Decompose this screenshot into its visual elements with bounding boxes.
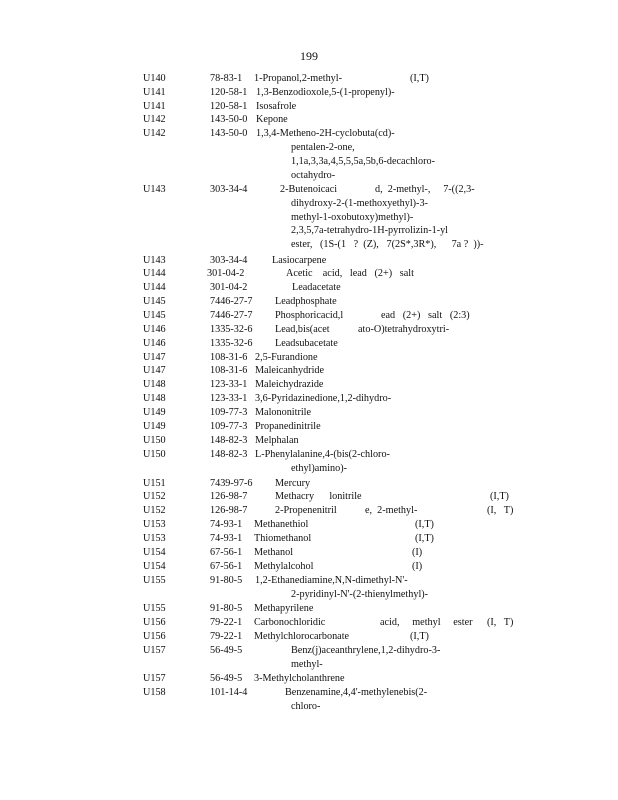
table-row — [0, 644, 618, 657]
table-row — [0, 281, 618, 294]
waste-code: U146 — [143, 324, 166, 335]
substance-name: Methylalcohol — [254, 561, 314, 572]
substance-name: Methapyrilene — [254, 603, 314, 614]
table-row — [0, 155, 618, 168]
substance-name: Phosphoricacid,l — [275, 310, 344, 321]
table-row — [0, 434, 618, 447]
substance-name: methyl-1-oxobutoxy)methyl)- — [291, 212, 414, 223]
substance-name: Methanethiol — [254, 519, 309, 530]
substance-name: Leadacetate — [292, 282, 341, 293]
table-row — [0, 560, 618, 573]
cas-number: 74-93-1 — [210, 533, 243, 544]
cas-number: 56-49-5 — [210, 673, 243, 684]
waste-code: U152 — [143, 505, 166, 516]
table-row — [0, 392, 618, 405]
name-continuation: ato-O)tetrahydroxytri- — [358, 324, 450, 335]
substance-name: 1,3,4-Metheno-2H-cyclobuta(cd)- — [256, 128, 395, 139]
cas-number: 109-77-3 — [210, 407, 248, 418]
waste-code: U150 — [143, 449, 166, 460]
cas-number: 108-31-6 — [210, 365, 248, 376]
waste-code: U141 — [143, 101, 166, 112]
cas-number: 91-80-5 — [210, 575, 243, 586]
cas-number: 7439-97-6 — [210, 478, 253, 489]
cas-number: 1335-32-6 — [210, 324, 253, 335]
substance-name: Lead,bis(acet — [275, 324, 330, 335]
substance-name: Benzenamine,4,4'-methylenebis(2- — [285, 687, 428, 698]
cas-number: 148-82-3 — [210, 435, 248, 446]
table-row — [0, 238, 618, 251]
substance-name: Lasiocarpene — [272, 255, 327, 266]
cas-number: 148-82-3 — [210, 449, 248, 460]
substance-name: dihydroxy-2-(1-methoxyethyl)-3- — [291, 198, 428, 209]
cas-number: 126-98-7 — [210, 505, 248, 516]
page-number: 199 — [300, 49, 318, 63]
hazard-code: (I) — [412, 547, 423, 558]
table-row — [0, 127, 618, 140]
substance-name: Benz(j)aceanthrylene,1,2-dihydro-3- — [291, 645, 441, 656]
substance-name: Methanol — [254, 547, 294, 558]
table-row — [0, 113, 618, 126]
cas-number: 56-49-5 — [210, 645, 243, 656]
table-row — [0, 267, 618, 280]
substance-name: 2,3,5,7a-tetrahydro-1H-pyrrolizin-1-yl — [291, 225, 449, 236]
substance-name: Maleicanhydride — [255, 365, 325, 376]
waste-code: U154 — [143, 561, 166, 572]
table-row — [0, 420, 618, 433]
cas-number: 109-77-3 — [210, 421, 248, 432]
hazard-code: (I) — [412, 561, 423, 572]
table-row — [0, 504, 618, 517]
waste-code: U156 — [143, 617, 166, 628]
waste-code: U153 — [143, 519, 166, 530]
substance-name: 2,5-Furandione — [255, 352, 318, 363]
cas-number: 7446-27-7 — [210, 310, 253, 321]
substance-name: 2-Propenenitril — [275, 505, 337, 516]
table-row — [0, 351, 618, 364]
table-row — [0, 254, 618, 267]
substance-name: Carbonochloridic — [254, 617, 326, 628]
table-row — [0, 364, 618, 377]
waste-code: U149 — [143, 407, 166, 418]
substance-name: Acetic acid, lead (2+) salt — [286, 268, 414, 279]
table-row — [0, 588, 618, 601]
table-row — [0, 378, 618, 391]
waste-code: U157 — [143, 645, 166, 656]
cas-number: 120-58-1 — [210, 87, 248, 98]
cas-number: 7446-27-7 — [210, 296, 253, 307]
table-row — [0, 86, 618, 99]
waste-code: U144 — [143, 282, 166, 293]
table-row — [0, 574, 618, 587]
waste-code: U148 — [143, 393, 166, 404]
table-row — [0, 602, 618, 615]
cas-number: 79-22-1 — [210, 631, 243, 642]
waste-code: U144 — [143, 268, 166, 279]
hazard-code: (I,T) — [415, 519, 434, 530]
table-row — [0, 211, 618, 224]
waste-code: U141 — [143, 87, 166, 98]
cas-number: 126-98-7 — [210, 491, 248, 502]
table-row — [0, 700, 618, 713]
cas-number: 91-80-5 — [210, 603, 243, 614]
substance-name: Melphalan — [255, 435, 299, 446]
name-continuation: acid, methyl ester — [380, 617, 473, 628]
substance-name: Maleichydrazide — [255, 379, 324, 390]
substance-name: ester, (1S-(1 ? (Z), 7(2S*,3R*), 7a ? ))- — [291, 239, 484, 250]
substance-name: 2-Butenoicaci — [280, 184, 338, 195]
substance-name: Methacry lonitrile — [275, 491, 362, 502]
cas-number: 120-58-1 — [210, 101, 248, 112]
cas-number: 67-56-1 — [210, 561, 243, 572]
substance-name: Malononitrile — [255, 407, 312, 418]
waste-code: U150 — [143, 435, 166, 446]
hazard-code: (I, T) — [487, 617, 514, 628]
table-row — [0, 100, 618, 113]
table-row — [0, 630, 618, 643]
substance-name: Isosafrole — [256, 101, 297, 112]
waste-code: U146 — [143, 338, 166, 349]
table-row — [0, 448, 618, 461]
substance-name: Methylchlorocarbonate — [254, 631, 350, 642]
waste-code: U157 — [143, 673, 166, 684]
hazard-code: (I, T) — [487, 505, 514, 516]
substance-name: 2-pyridinyl-N'-(2-thienylmethyl)- — [291, 589, 429, 600]
waste-code: U158 — [143, 687, 166, 698]
cas-number: 143-50-0 — [210, 128, 248, 139]
table-row — [0, 169, 618, 182]
substance-name: Thiomethanol — [254, 533, 312, 544]
table-row — [0, 490, 618, 503]
waste-code: U154 — [143, 547, 166, 558]
table-row — [0, 462, 618, 475]
table-row — [0, 672, 618, 685]
name-continuation: e, 2-methyl- — [365, 505, 418, 516]
cas-number: 67-56-1 — [210, 547, 243, 558]
cas-number: 143-50-0 — [210, 114, 248, 125]
name-continuation: ead (2+) salt (2:3) — [381, 310, 470, 321]
waste-code: U155 — [143, 575, 166, 586]
name-continuation: d, 2-methyl-, 7-((2,3- — [375, 184, 475, 195]
table-row — [0, 183, 618, 196]
waste-code: U147 — [143, 352, 166, 363]
waste-code: U153 — [143, 533, 166, 544]
substance-name: chloro- — [291, 701, 321, 712]
cas-number: 78-83-1 — [210, 73, 243, 84]
waste-code: U142 — [143, 128, 166, 139]
cas-number: 301-04-2 — [207, 268, 245, 279]
hazard-code: (I,T) — [490, 491, 509, 502]
substance-name: 1,1a,3,3a,4,5,5,5a,5b,6-decachloro- — [291, 156, 435, 167]
substance-name: ethyl)amino)- — [291, 463, 348, 474]
waste-code: U145 — [143, 310, 166, 321]
cas-number: 303-34-4 — [210, 184, 248, 195]
table-row — [0, 72, 618, 85]
table-row — [0, 546, 618, 559]
waste-code: U156 — [143, 631, 166, 642]
substance-name: 1-Propanol,2-methyl- — [254, 73, 342, 84]
substance-name: 1,2-Ethanediamine,N,N-dimethyl-N'- — [255, 575, 408, 586]
waste-code: U147 — [143, 365, 166, 376]
substance-name: 1,3-Benzodioxole,5-(1-propenyl)- — [256, 87, 395, 98]
waste-code: U155 — [143, 603, 166, 614]
table-row — [0, 295, 618, 308]
cas-number: 1335-32-6 — [210, 338, 253, 349]
hazard-code: (I,T) — [410, 73, 429, 84]
table-row — [0, 197, 618, 210]
substance-name: pentalen-2-one, — [291, 142, 355, 153]
table-row — [0, 406, 618, 419]
substance-name: methyl- — [291, 659, 323, 670]
table-row — [0, 477, 618, 490]
waste-code: U143 — [143, 184, 166, 195]
substance-name: Propanedinitrile — [255, 421, 321, 432]
substance-name: Kepone — [256, 114, 288, 125]
substance-name: Leadphosphate — [275, 296, 337, 307]
cas-number: 123-33-1 — [210, 393, 248, 404]
hazard-code: (I,T) — [410, 631, 429, 642]
cas-number: 108-31-6 — [210, 352, 248, 363]
table-row — [0, 309, 618, 322]
waste-code: U140 — [143, 73, 166, 84]
substance-name: Leadsubacetate — [275, 338, 338, 349]
cas-number: 303-34-4 — [210, 255, 248, 266]
table-row — [0, 686, 618, 699]
table-row — [0, 616, 618, 629]
waste-code: U149 — [143, 421, 166, 432]
substance-name: L-Phenylalanine,4-(bis(2-chloro- — [255, 449, 390, 460]
cas-number: 74-93-1 — [210, 519, 243, 530]
substance-name: 3,6-Pyridazinedione,1,2-dihydro- — [255, 393, 392, 404]
table-row — [0, 337, 618, 350]
table-row — [0, 658, 618, 671]
substance-name: Mercury — [275, 478, 311, 489]
table-row — [0, 224, 618, 237]
substance-name: octahydro- — [291, 170, 336, 181]
waste-code: U151 — [143, 478, 166, 489]
table-row — [0, 141, 618, 154]
waste-code: U148 — [143, 379, 166, 390]
cas-number: 301-04-2 — [210, 282, 248, 293]
table-row — [0, 518, 618, 531]
table-row — [0, 532, 618, 545]
waste-code: U145 — [143, 296, 166, 307]
waste-code: U142 — [143, 114, 166, 125]
table-row — [0, 323, 618, 336]
cas-number: 79-22-1 — [210, 617, 243, 628]
waste-code: U143 — [143, 255, 166, 266]
cas-number: 123-33-1 — [210, 379, 248, 390]
cas-number: 101-14-4 — [210, 687, 248, 698]
hazard-code: (I,T) — [415, 533, 434, 544]
substance-name: 3-Methylcholanthrene — [254, 673, 345, 684]
waste-code: U152 — [143, 491, 166, 502]
